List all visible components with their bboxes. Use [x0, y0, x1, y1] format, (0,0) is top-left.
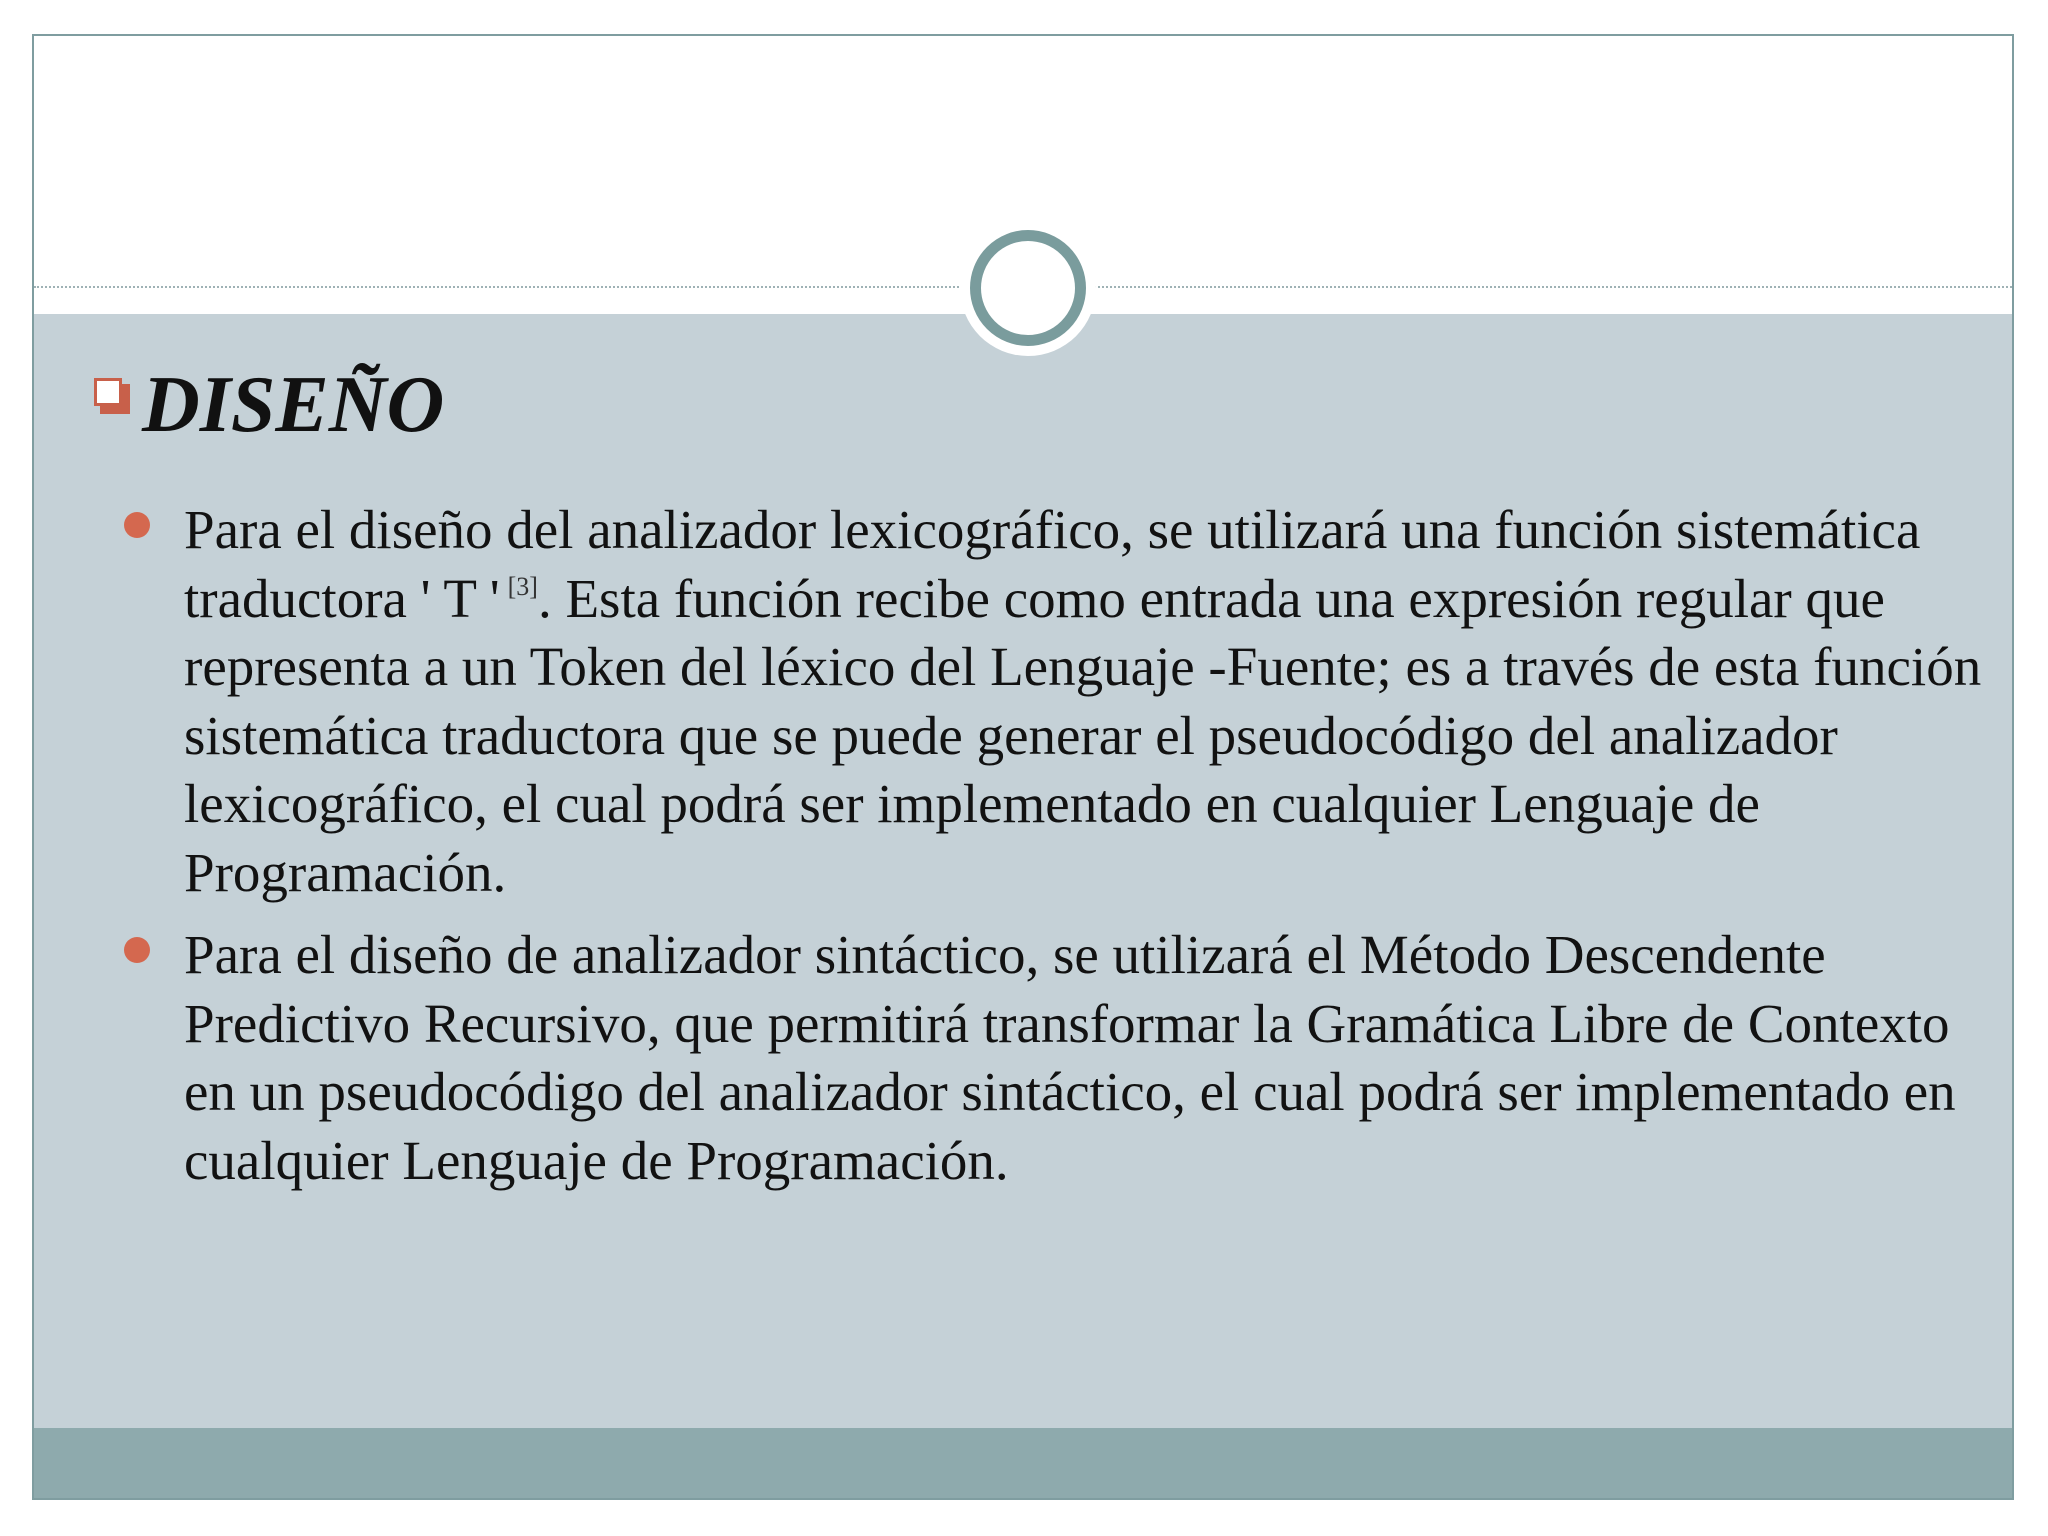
list-item — [122, 921, 2002, 1195]
slide — [32, 34, 2014, 1500]
divider-line-right — [1094, 286, 2014, 288]
checkbox-square-icon — [94, 378, 130, 414]
bullet-text: Para el diseño de analizador sintáctico, se utilizará el Método Descendente Predictivo Recursivo, que permitirá transformar la Gramática Libre de Contexto en un pseudocódigo del analizador sintáctico, el cual podrá ser implementado en cualquier Lenguaje de Programación. — [184, 924, 1956, 1191]
reference-marker: [3] — [507, 571, 538, 601]
footer-band — [34, 1428, 2012, 1498]
bullet-list — [122, 496, 2002, 1209]
bullet-text — [184, 496, 2002, 907]
divider-line-left — [34, 286, 959, 288]
list-item — [122, 496, 2002, 907]
heading-text: DISEÑO — [142, 361, 445, 449]
bullet-text-part: . Esta función recibe como entrada una expresión regular que representa a un Token del léxico del Lenguaje -Fuente; es a través de esta función sistemática traductora que se puede generar el pseudocódigo del analizador lexicográfico, el cual podrá ser implementado en cualquier Lenguaje de Programación. — [184, 567, 1982, 903]
bullet-dot-icon — [124, 512, 150, 538]
ring-icon — [970, 230, 1086, 346]
bullet-text-part: Para el diseño del analizador lexicográfico, se utilizará una función sistemática traductora ' T ' — [184, 499, 1921, 629]
section-heading — [94, 360, 444, 450]
bullet-dot-icon — [124, 937, 150, 963]
